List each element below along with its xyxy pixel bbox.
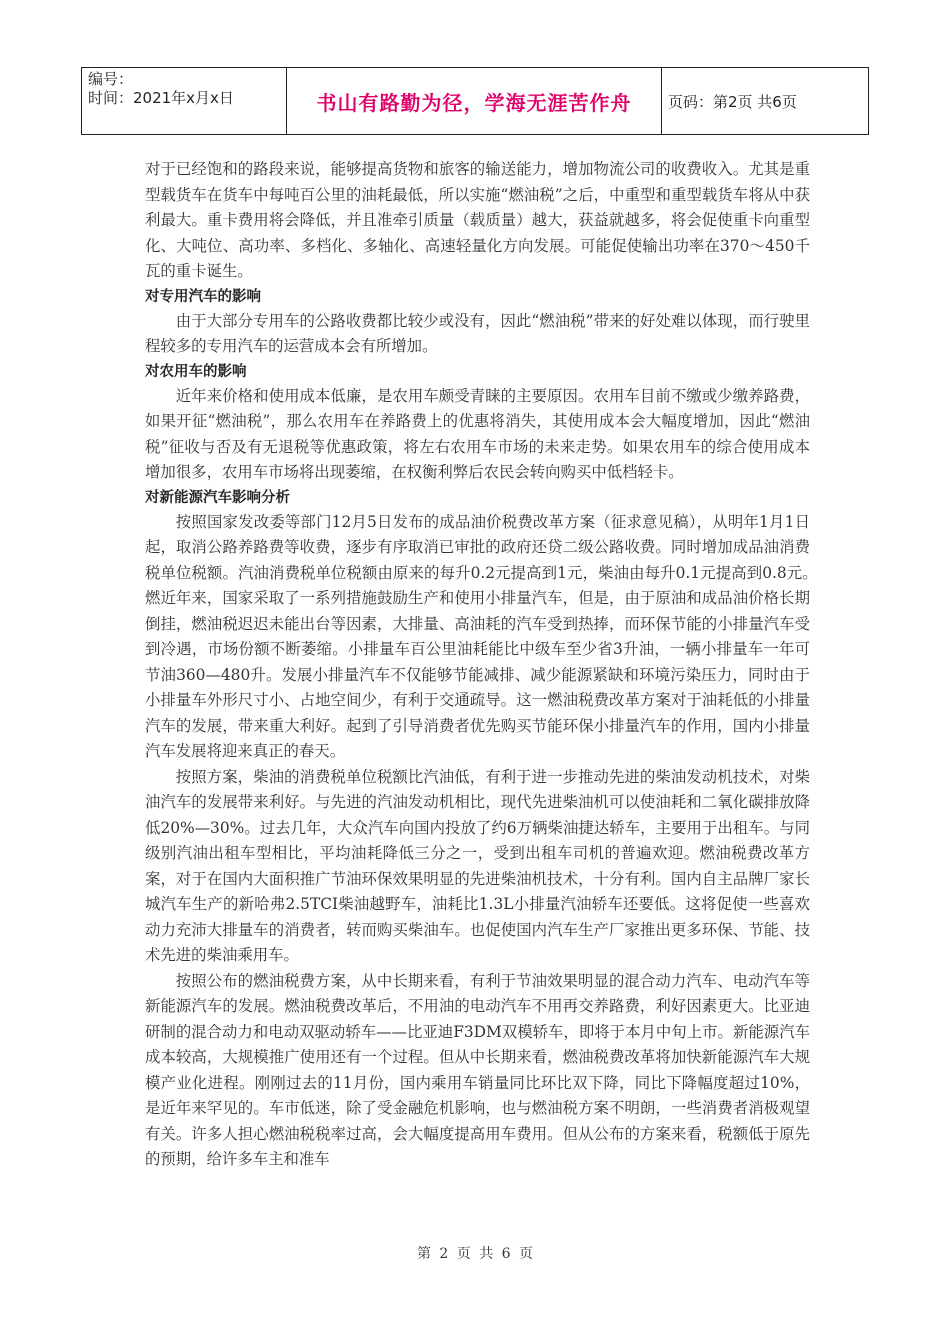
section-heading: 对新能源汽车影响分析 [145, 489, 290, 506]
page-header [81, 67, 869, 135]
page-footer: 第 2 页 共 6 页 [416, 1246, 534, 1262]
header-info-cell [82, 68, 287, 135]
document-body [145, 157, 826, 1173]
body-paragraph: 按照方案，柴油的消费税单位税额比汽油低，有利于进一步推动先进的柴油发动机技术，对柴油汽车的发展带来利好。与先进的汽油发动机相比，现代先进柴油机可以使油耗和二氧化碳排放降低20%—30%。过去几年，大众汽车向国内投放了约6万辆柴油捷达轿车，主要用于出租车。与同级别汽油出租车型相比，平均油耗降低三分之一，受到出租车司机的普遍欢迎。燃油税费改革方案，对于在国内大面积推广节油环保效果明显的先进柴油机技术，十分有利。国内自主品牌厂家长城汽车生产的新哈弗2.5TCI柴油越野车，油耗比1.3L小排量汽油轿车还要低。这将促使一些喜欢动力充沛大排量车的消费者，转而购买柴油车。也促使国内汽车生产厂家推出更多环保、节能、技术先进的柴油乘用车。 [145, 767, 810, 964]
section-heading: 对专用汽车的影响 [145, 288, 261, 305]
body-paragraph: 由于大部分专用车的公路收费都比较少或没有，因此“燃油税”带来的好处难以体现，而行驶里程较多的专用汽车的运营成本会有所增加。 [145, 311, 810, 355]
body-paragraph: 按照公布的燃油税费方案，从中长期来看，有利于节油效果明显的混合动力汽车、电动汽车等新能源汽车的发展。燃油税费改革后，不用油的电动汽车不用再交养路费，利好因素更大。比亚迪研制的混合动力和电动双驱动轿车——比亚迪F3DM双模轿车，即将于本月中旬上市。新能源汽车成本较高，大规模推广使用还有一个过程。但从中长期来看，燃油税费改革将加快新能源汽车大规模产业化进程。刚刚过去的11月份，国内乘用车销量同比环比双下降，同比下降幅度超过10%，是近年来罕见的。车市低迷，除了受金融危机影响，也与燃油税方案不明朗，一些消费者消极观望有关。许多人担心燃油税税率过高，会大幅度提高用车费用。但从公布的方案来看，税额低于原先的预期，给许多车主和准车 [145, 971, 810, 1168]
header-page-label: 页码：第2页 共6页 [668, 92, 797, 111]
header-page-cell [662, 68, 869, 135]
header-motto-cell [287, 68, 662, 135]
body-paragraph: 按照国家发改委等部门12月5日发布的成品油价税费改革方案（征求意见稿），从明年1月1日起，取消公路养路费等收费，逐步有序取消已审批的政府还贷二级公路收费。同时增加成品油消费税单位税额。汽油消费税单位税额由原来的每升0.2元提高到1元，柴油由每升0.1元提高到0.8元。 燃近年来，国家采取了一系列措施鼓励生产和使用小排量汽车，但是，由于原油和成品油价格长期倒挂，燃油税迟迟未能出台等因素，大排量、高油耗的汽车受到热捧，而环保节能的小排量汽车受到冷遇，市场份额不断萎缩。小排量车百公里油耗能比中级车至少省3升油，一辆小排量车一年可节油360—480升。发展小排量汽车不仅能够节能减排、减少能源紧缺和环境污染压力，同时由于小排量车外形尺寸小、占地空间少，有利于交通疏导。这一燃油税费改革方案对于油耗低的小排量汽车的发展，带来重大利好。起到了引导消费者优先购买节能环保小排量汽车的作用，国内小排量汽车发展将迎来真正的春天。 [145, 512, 826, 760]
section-heading: 对农用车的影响 [145, 363, 247, 380]
body-paragraph: 对于已经饱和的路段来说，能够提高货物和旅客的输送能力，增加物流公司的收费收入。尤其是重型载货车在货车中每吨百公里的油耗最低，所以实施“燃油税”之后，中重型和重型载货车将从中获利最大。重卡费用将会降低，并且准牵引质量（载质量）越大，获益就越多，将会促使重卡向重型化、大吨位、高功率、多档化、多轴化、高速轻量化方向发展。可能促使输出功率在370～450千瓦的重卡诞生。 [145, 160, 810, 280]
document-date-label: 时间：2021年x月x日 [88, 89, 234, 107]
document-number-label: 编号： [88, 70, 134, 88]
header-motto: 书山有路勤为径，学海无涯苦作舟 [316, 90, 632, 115]
body-paragraph: 近年来价格和使用成本低廉，是农用车颇受青睐的主要原因。农用车目前不缴或少缴养路费，如果开征“燃油税”，那么农用车在养路费上的优惠将消失，其使用成本会大幅度增加，因此“燃油税”征收与否及有无退税等优惠政策，将左右农用车市场的未来走势。如果农用车的综合使用成本增加很多，农用车市场将出现萎缩，在权衡利弊后农民会转向购买中低档轻卡。 [145, 386, 810, 481]
